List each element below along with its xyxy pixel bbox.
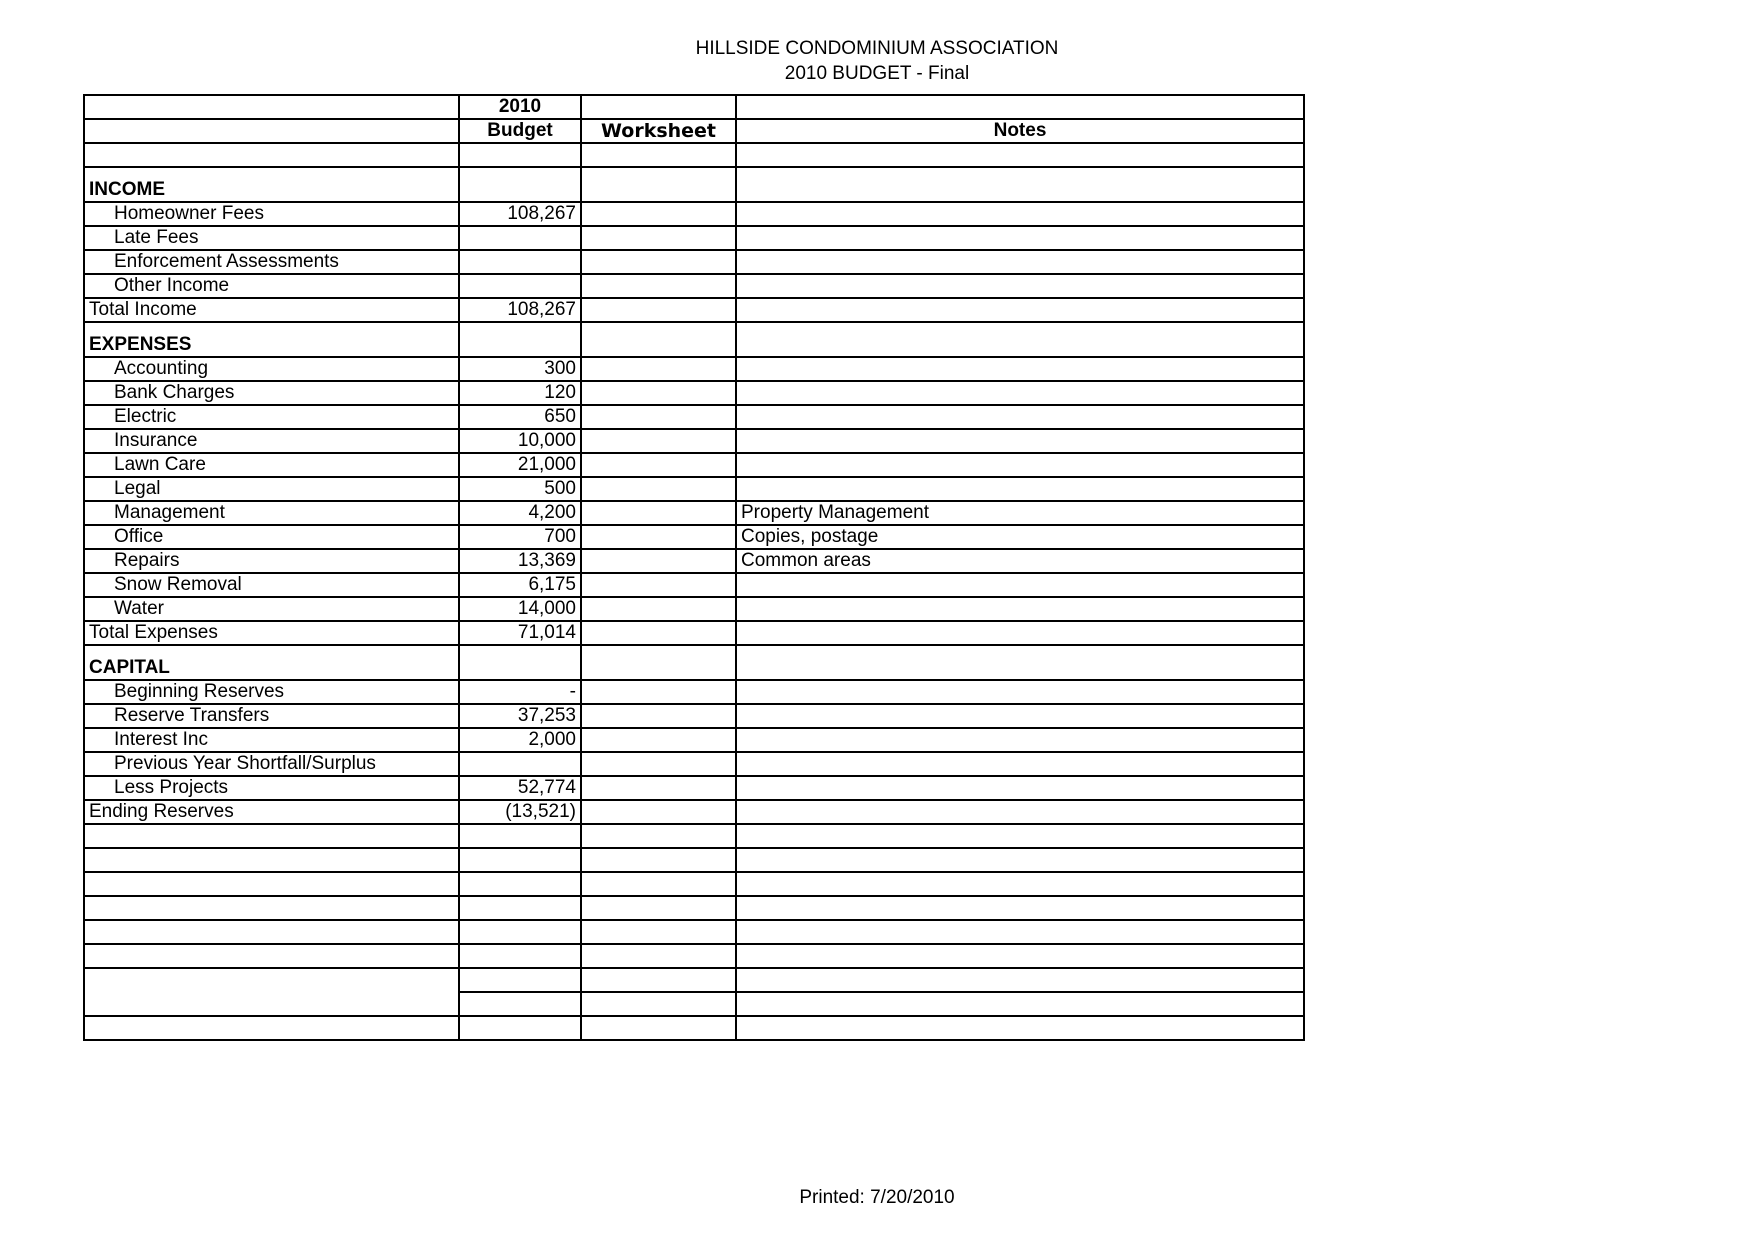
table-row [84, 429, 1304, 453]
empty-row [84, 968, 1304, 992]
row-notes [736, 226, 1304, 250]
row-notes [736, 453, 1304, 477]
worksheet-column-header: Worksheet [581, 119, 736, 143]
table-row [84, 453, 1304, 477]
row-notes [736, 429, 1304, 453]
row-notes [736, 381, 1304, 405]
row-budget [459, 274, 581, 298]
empty-row [84, 920, 1304, 944]
row-budget: 4,200 [459, 501, 581, 525]
row-label: Management [84, 501, 459, 525]
table-row [84, 776, 1304, 800]
row-budget: - [459, 680, 581, 704]
row-label: Lawn Care [84, 453, 459, 477]
table-row [84, 501, 1304, 525]
total-income-value: 108,267 [459, 298, 581, 322]
row-notes [736, 274, 1304, 298]
row-budget: 37,253 [459, 704, 581, 728]
row-budget [459, 752, 581, 776]
row-budget: 14,000 [459, 597, 581, 621]
table-row [84, 597, 1304, 621]
row-label: Insurance [84, 429, 459, 453]
table-row [84, 250, 1304, 274]
empty-row [84, 872, 1304, 896]
table-row [84, 381, 1304, 405]
row-label: Repairs [84, 549, 459, 573]
total-income-label: Total Income [84, 298, 459, 322]
empty-row [84, 1016, 1304, 1040]
ending-reserves-row [84, 800, 1304, 824]
row-budget: 700 [459, 525, 581, 549]
row-label: Late Fees [84, 226, 459, 250]
expenses-heading: EXPENSES [84, 322, 459, 357]
row-notes [736, 704, 1304, 728]
table-row [84, 202, 1304, 226]
row-notes [736, 405, 1304, 429]
row-notes [736, 357, 1304, 381]
table-row [84, 680, 1304, 704]
empty-cell [84, 95, 459, 119]
row-notes [736, 202, 1304, 226]
row-notes [736, 597, 1304, 621]
document-title: HILLSIDE CONDOMINIUM ASSOCIATION [695, 38, 1059, 59]
row-label: Enforcement Assessments [84, 250, 459, 274]
empty-row [84, 848, 1304, 872]
row-label: Electric [84, 405, 459, 429]
empty-row [84, 824, 1304, 848]
table-row [84, 704, 1304, 728]
table-row [84, 525, 1304, 549]
row-notes: Common areas [736, 549, 1304, 573]
table-row [84, 752, 1304, 776]
table-row [84, 226, 1304, 250]
row-budget [459, 250, 581, 274]
row-notes [736, 250, 1304, 274]
row-label: Less Projects [84, 776, 459, 800]
total-expenses-value: 71,014 [459, 621, 581, 645]
row-budget: 52,774 [459, 776, 581, 800]
row-label: Other Income [84, 274, 459, 298]
row-label: Reserve Transfers [84, 704, 459, 728]
total-expenses-label: Total Expenses [84, 621, 459, 645]
printed-date: Printed: 7/20/2010 [799, 1187, 955, 1208]
table-row [84, 477, 1304, 501]
empty-cell [84, 119, 459, 143]
row-label: Accounting [84, 357, 459, 381]
table-row [84, 728, 1304, 752]
spacer-row [84, 143, 1304, 167]
total-income-row [84, 298, 1304, 322]
row-label: Previous Year Shortfall/Surplus [84, 752, 459, 776]
row-notes [736, 728, 1304, 752]
row-notes [736, 776, 1304, 800]
empty-row [84, 896, 1304, 920]
table-row [84, 274, 1304, 298]
budget-column-header: Budget [459, 119, 581, 143]
empty-cell [581, 95, 736, 119]
row-notes [736, 680, 1304, 704]
row-notes [736, 752, 1304, 776]
budget-table [83, 94, 1305, 1041]
expenses-heading-row [84, 322, 1304, 357]
ending-reserves-label: Ending Reserves [84, 800, 459, 824]
row-label: Snow Removal [84, 573, 459, 597]
table-row [84, 357, 1304, 381]
row-label: Beginning Reserves [84, 680, 459, 704]
row-label: Legal [84, 477, 459, 501]
table-row [84, 549, 1304, 573]
row-notes: Property Management [736, 501, 1304, 525]
table-row [84, 405, 1304, 429]
row-budget: 108,267 [459, 202, 581, 226]
capital-heading-row [84, 645, 1304, 680]
row-label: Water [84, 597, 459, 621]
row-budget: 500 [459, 477, 581, 501]
row-budget: 21,000 [459, 453, 581, 477]
income-heading: INCOME [84, 167, 459, 202]
table-row [84, 573, 1304, 597]
row-notes [736, 477, 1304, 501]
row-budget: 300 [459, 357, 581, 381]
row-label: Bank Charges [84, 381, 459, 405]
empty-cell [736, 95, 1304, 119]
capital-heading: CAPITAL [84, 645, 459, 680]
row-label: Homeowner Fees [84, 202, 459, 226]
income-heading-row [84, 167, 1304, 202]
budget-year-header: 2010 [459, 95, 581, 119]
row-label: Interest Inc [84, 728, 459, 752]
row-budget: 6,175 [459, 573, 581, 597]
header-row-year [84, 95, 1304, 119]
row-budget: 650 [459, 405, 581, 429]
document-subtitle: 2010 BUDGET - Final [784, 63, 970, 84]
row-budget: 13,369 [459, 549, 581, 573]
row-budget [459, 226, 581, 250]
row-notes: Copies, postage [736, 525, 1304, 549]
total-expenses-row [84, 621, 1304, 645]
header-row-labels [84, 119, 1304, 143]
ending-reserves-value: (13,521) [459, 800, 581, 824]
notes-column-header: Notes [736, 119, 1304, 143]
row-label: Office [84, 525, 459, 549]
row-notes [736, 573, 1304, 597]
row-budget: 120 [459, 381, 581, 405]
row-budget: 10,000 [459, 429, 581, 453]
row-budget: 2,000 [459, 728, 581, 752]
empty-row [84, 944, 1304, 968]
